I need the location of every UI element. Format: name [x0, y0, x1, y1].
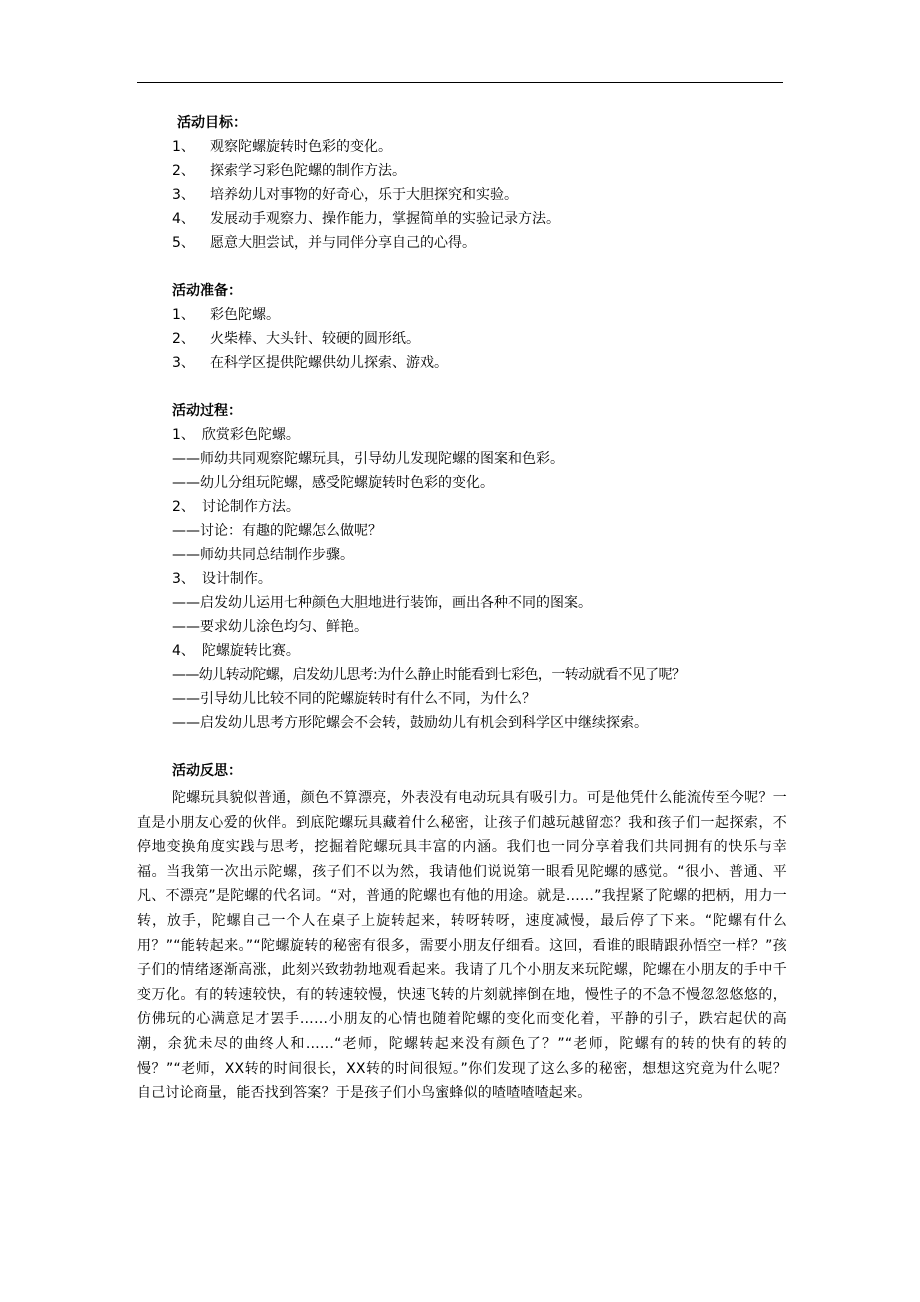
section-gap	[172, 375, 792, 399]
reflection-body: 陀螺玩具貌似普通，颜色不算漂亮，外表没有电动玩具有吸引力。可是他凭什么能流传至今呢？一直是小朋友心爱的伙伴。到底陀螺玩具藏着什么秘密，让孩子们越玩越留恋？我和孩子们一起探索，不停地变换角度实践与思考，挖掘着陀螺玩具丰富的内涵。我们也一同分享着我们共同拥有的快乐与幸福。当我第一次出示陀螺，孩子们不以为然，我请他们说说第一眼看见陀螺的感觉。“很小、普通、平凡、不漂亮”是陀螺的代名词。“对，普通的陀螺也有他的用途。就是……”我捏紧了陀螺的把柄，用力一转，放手，陀螺自己一个人在桌子上旋转起来，转呀转呀，速度减慢，最后停了下来。“陀螺有什么用？”“能转起来。”“陀螺旋转的秘密有很多，需要小朋友仔细看。这回，看谁的眼睛跟孙悟空一样？”孩子们的情绪逐渐高涨，此刻兴致勃勃地观看起来。我请了几个小朋友来玩陀螺，陀螺在小朋友的手中千变万化。有的转速较快，有的转速较慢，快速飞转的片刻就摔倒在地，慢性子的不急不慢忽忽悠悠的，仿佛玩的心满意足才罢手……小朋友的心情也随着陀螺的变化而变化着，平静的引子，跌宕起伏的高潮，余犹未尽的曲终人和……“老师，陀螺转起来没有颜色了？”“老师，陀螺有的转的快有的转的慢？”“老师，XX转的时间很长，XX转的时间很短。”你们发现了这么多的秘密，想想这究竟为什么呢？自己讨论商量，能否找到答案？于是孩子们小鸟蜜蜂似的喳喳喳喳起来。	[137, 790, 787, 1102]
goal-item	[172, 207, 792, 231]
prep-number: 2、	[172, 331, 195, 347]
goal-number: 5、	[172, 235, 195, 251]
document-body	[172, 111, 792, 783]
section-gap	[172, 735, 792, 759]
process-line: ——幼儿分组玩陀螺，感受陀螺旋转时色彩的变化。	[172, 475, 494, 491]
goal-number: 1、	[172, 139, 195, 155]
goal-item	[172, 135, 792, 159]
prep-item	[172, 303, 792, 327]
process-line: ——讨论：有趣的陀螺怎么做呢？	[172, 523, 382, 539]
goal-item	[172, 183, 792, 207]
process-line: 2、 讨论制作方法。	[172, 499, 300, 515]
prep-heading: 活动准备：	[172, 283, 242, 299]
goal-number: 2、	[172, 163, 195, 179]
prep-number: 1、	[172, 307, 195, 323]
section-gap	[172, 255, 792, 279]
prep-item	[172, 351, 792, 375]
prep-item	[172, 327, 792, 351]
process-line: ——幼儿转动陀螺，启发幼儿思考:为什么静止时能看到七彩色，一转动就看不见了呢？	[172, 667, 686, 683]
header-rule	[137, 82, 783, 83]
process-line: ——师幼共同总结制作步骤。	[172, 547, 354, 563]
goal-text: 发展动手观察力、操作能力，掌握简单的实验记录方法。	[210, 211, 560, 227]
goals-heading: 活动目标：	[177, 115, 247, 131]
goal-item	[172, 159, 792, 183]
process-line: ——启发幼儿运用七种颜色大胆地进行装饰，画出各种不同的图案。	[172, 595, 592, 611]
goal-text: 观察陀螺旋转时色彩的变化。	[210, 139, 392, 155]
process-line: ——引导幼儿比较不同的陀螺旋转时有什么不同，为什么？	[172, 691, 536, 707]
goal-text: 探索学习彩色陀螺的制作方法。	[210, 163, 406, 179]
process-line: ——要求幼儿涂色均匀、鲜艳。	[172, 619, 368, 635]
process-heading: 活动过程：	[172, 403, 242, 419]
prep-text: 火柴棒、大头针、较硬的圆形纸。	[210, 331, 420, 347]
process-line: 1、 欣赏彩色陀螺。	[172, 427, 300, 443]
goal-text: 愿意大胆尝试，并与同伴分享自己的心得。	[210, 235, 476, 251]
goal-number: 3、	[172, 187, 195, 203]
prep-text: 在科学区提供陀螺供幼儿探索、游戏。	[210, 355, 448, 371]
process-line: ——启发幼儿思考方形陀螺会不会转，鼓励幼儿有机会到科学区中继续探索。	[172, 715, 648, 731]
reflection-heading: 活动反思：	[172, 763, 242, 779]
goal-item	[172, 231, 792, 255]
prep-number: 3、	[172, 355, 195, 371]
goal-text: 培养幼儿对事物的好奇心，乐于大胆探究和实验。	[210, 187, 518, 203]
process-line: 4、 陀螺旋转比赛。	[172, 643, 300, 659]
prep-text: 彩色陀螺。	[210, 307, 280, 323]
process-line: ——师幼共同观察陀螺玩具，引导幼儿发现陀螺的图案和色彩。	[172, 451, 564, 467]
process-line: 3、 设计制作。	[172, 571, 272, 587]
goal-number: 4、	[172, 211, 195, 227]
